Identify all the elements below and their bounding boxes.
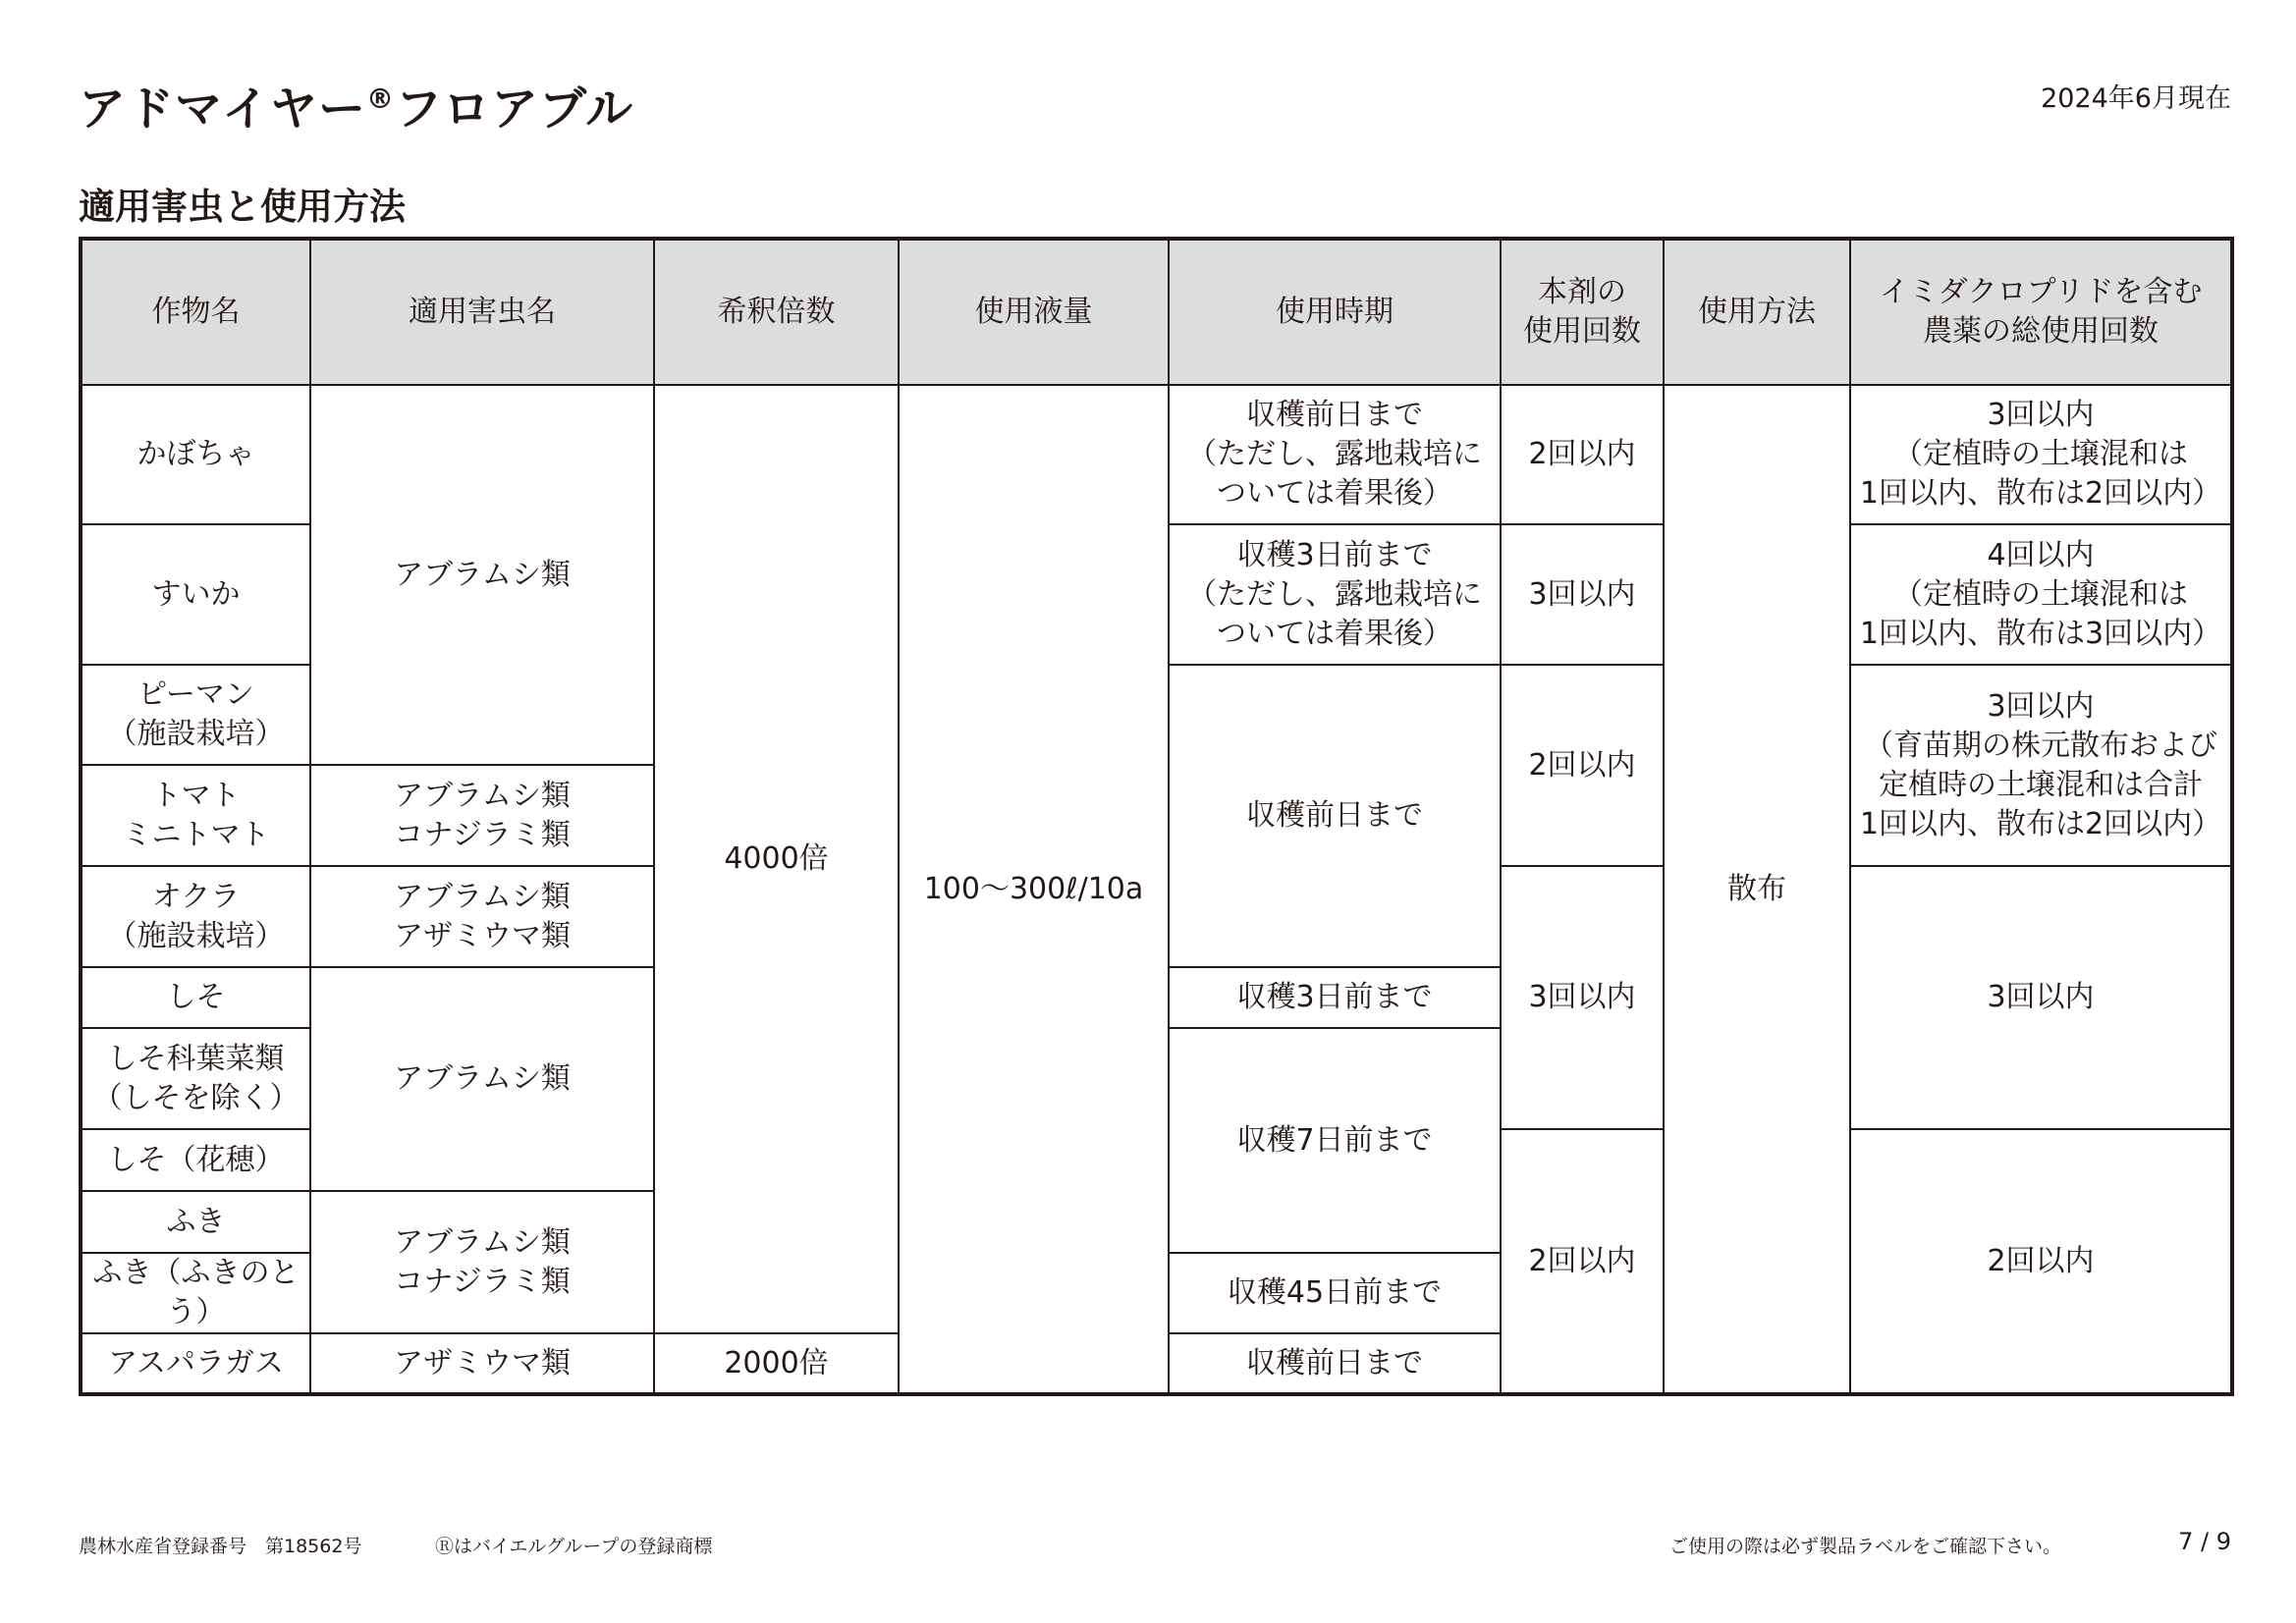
product-title bbox=[79, 71, 633, 138]
crop-cell: かぼちゃ bbox=[81, 385, 310, 524]
pest-cell: アブラムシ類 コナジラミ類 bbox=[310, 1191, 654, 1333]
product-name: アドマイヤー bbox=[79, 81, 367, 136]
header-dilution: 希釈倍数 bbox=[654, 239, 899, 385]
crop-cell: ピーマン （施設栽培） bbox=[81, 665, 310, 765]
timing-cell: 収穫7日前まで bbox=[1169, 1028, 1501, 1253]
header-method: 使用方法 bbox=[1664, 239, 1850, 385]
product-suffix: フロアブル bbox=[395, 81, 634, 136]
timing-cell: 収穫45日前まで bbox=[1169, 1253, 1501, 1333]
registration-number: 農林水産省登録番号 第18562号 bbox=[79, 1536, 362, 1557]
page-number: 7 / 9 bbox=[2178, 1528, 2231, 1555]
trademark-notice: Ⓡはバイエルグループの登録商標 bbox=[435, 1536, 713, 1557]
usage-table-container bbox=[79, 237, 2230, 1381]
total-cell: 3回以内 （育苗期の株元散布および 定植時の土壌混和は合計 1回以内、散布は2回以内） bbox=[1850, 665, 2232, 866]
timing-cell: 収穫前日まで （ただし、露地栽培に ついては着果後） bbox=[1169, 385, 1501, 524]
count-cell: 2回以内 bbox=[1501, 385, 1664, 524]
registered-mark: ® bbox=[366, 82, 396, 115]
method-cell: 散布 bbox=[1664, 385, 1850, 1394]
count-cell: 3回以内 bbox=[1501, 524, 1664, 665]
header-timing: 使用時期 bbox=[1169, 239, 1501, 385]
crop-cell: オクラ （施設栽培） bbox=[81, 866, 310, 967]
header-count: 本剤の 使用回数 bbox=[1501, 239, 1664, 385]
section-title: 適用害虫と使用方法 bbox=[79, 186, 406, 228]
table-header-row bbox=[81, 239, 2232, 385]
volume-cell: 100〜300ℓ/10a bbox=[899, 385, 1169, 1394]
usage-table bbox=[79, 237, 2234, 1396]
crop-cell: しそ（花穂） bbox=[81, 1129, 310, 1191]
table-row bbox=[81, 385, 2232, 524]
total-cell: 3回以内 bbox=[1850, 866, 2232, 1129]
header-total: イミダクロプリドを含む 農薬の総使用回数 bbox=[1850, 239, 2232, 385]
pest-cell: アブラムシ類 コナジラミ類 bbox=[310, 765, 654, 866]
pest-cell: アブラムシ類 アザミウマ類 bbox=[310, 866, 654, 967]
timing-cell: 収穫前日まで bbox=[1169, 665, 1501, 967]
count-cell: 2回以内 bbox=[1501, 1129, 1664, 1394]
crop-cell: アスパラガス bbox=[81, 1333, 310, 1394]
timing-cell: 収穫3日前まで bbox=[1169, 967, 1501, 1028]
dilution-cell: 2000倍 bbox=[654, 1333, 899, 1394]
as-of-date: 2024年6月現在 bbox=[2041, 83, 2231, 114]
crop-cell: しそ bbox=[81, 967, 310, 1028]
pest-cell: アザミウマ類 bbox=[310, 1333, 654, 1394]
header-crop: 作物名 bbox=[81, 239, 310, 385]
header-volume: 使用液量 bbox=[899, 239, 1169, 385]
total-cell: 3回以内 （定植時の土壌混和は 1回以内、散布は2回以内） bbox=[1850, 385, 2232, 524]
label-check-notice: ご使用の際は必ず製品ラベルをご確認下さい。 bbox=[1669, 1536, 2062, 1557]
pest-cell: アブラムシ類 bbox=[310, 385, 654, 765]
crop-cell: ふき（ふきのとう） bbox=[81, 1253, 310, 1333]
count-cell: 2回以内 bbox=[1501, 665, 1664, 866]
crop-cell: しそ科葉菜類 （しそを除く） bbox=[81, 1028, 310, 1129]
crop-cell: トマト ミニトマト bbox=[81, 765, 310, 866]
total-cell: 2回以内 bbox=[1850, 1129, 2232, 1394]
timing-cell: 収穫前日まで bbox=[1169, 1333, 1501, 1394]
crop-cell: ふき bbox=[81, 1191, 310, 1253]
pest-cell: アブラムシ類 bbox=[310, 967, 654, 1191]
count-cell: 3回以内 bbox=[1501, 866, 1664, 1129]
header-pest: 適用害虫名 bbox=[310, 239, 654, 385]
dilution-cell: 4000倍 bbox=[654, 385, 899, 1333]
crop-cell: すいか bbox=[81, 524, 310, 665]
total-cell: 4回以内 （定植時の土壌混和は 1回以内、散布は3回以内） bbox=[1850, 524, 2232, 665]
timing-cell: 収穫3日前まで （ただし、露地栽培に ついては着果後） bbox=[1169, 524, 1501, 665]
